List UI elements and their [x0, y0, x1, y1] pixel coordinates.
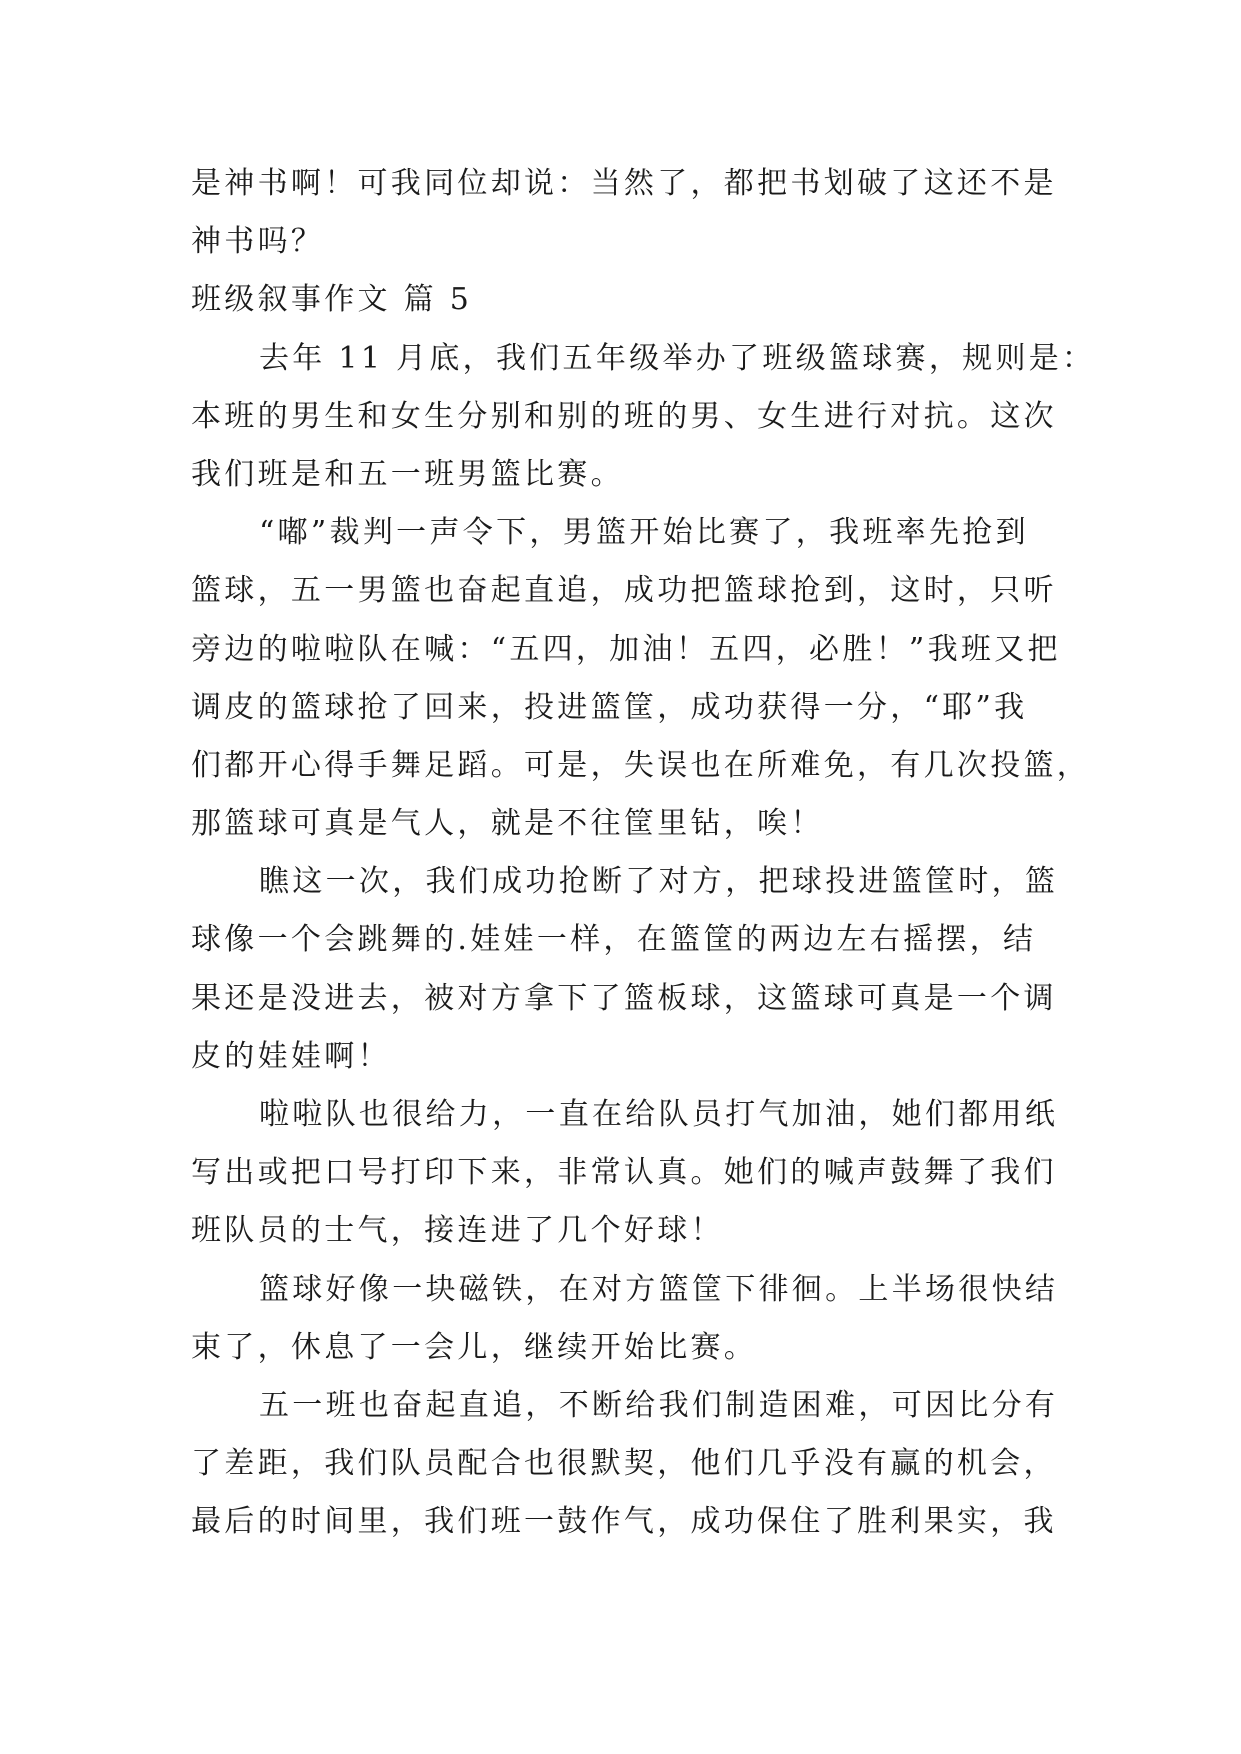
text-line: 最后的时间里，我们班一鼓作气，成功保住了胜利果实，我 — [191, 1504, 1057, 1540]
text-line: 班队员的士气，接连进了几个好球！ — [191, 1213, 724, 1249]
text-line: 本班的男生和女生分别和别的班的男、女生进行对抗。这次 — [191, 398, 1057, 434]
text-line: 神书吗？ — [191, 224, 325, 260]
paragraph-start-line: 五一班也奋起直追，不断给我们制造困难，可因比分有 — [259, 1387, 1059, 1423]
text-line: 调皮的篮球抢了回来，投进篮筐，成功获得一分，“耶”我 — [191, 689, 1028, 725]
paragraph-start-line: “嘟”裁判一声令下，男篮开始比赛了，我班率先抢到 — [259, 515, 1029, 551]
text-line: 那篮球可真是气人，就是不往筐里钻，唉！ — [191, 806, 824, 842]
paragraph-start-line: 篮球好像一块磁铁，在对方篮筐下徘徊。上半场很快结 — [259, 1271, 1059, 1307]
text-line: 球像一个会跳舞的.娃娃一样，在篮筐的两边左右摇摆，结 — [191, 922, 1037, 958]
text-line: 皮的娃娃啊！ — [191, 1038, 391, 1074]
article-body — [191, 155, 1096, 1552]
paragraph-start-line: 啦啦队也很给力，一直在给队员打气加油，她们都用纸 — [259, 1097, 1059, 1132]
text-line: 了差距，我们队员配合也很默契，他们几乎没有赢的机会， — [191, 1446, 1057, 1482]
text-line: 们都开心得手舞足蹈。可是，失误也在所难免，有几次投篮， — [191, 747, 1091, 783]
text-line: 果还是没进去，被对方拿下了篮板球，这篮球可真是一个调 — [191, 980, 1057, 1016]
text-line: 旁边的啦啦队在喊：“五四，加油！五四，必胜！”我班又把 — [191, 631, 1061, 667]
paragraph-start-line: 瞧这一次，我们成功抢断了对方，把球投进篮筐时，篮 — [259, 864, 1059, 900]
text-line: 写出或把口号打印下来，非常认真。她们的喊声鼓舞了我们 — [191, 1155, 1057, 1191]
text-line: 束了，休息了一会儿，继续开始比赛。 — [191, 1329, 758, 1365]
text-line: 篮球，五一男篮也奋起直追，成功把篮球抢到，这时，只听 — [191, 573, 1057, 609]
text-line: 我们班是和五一班男篮比赛。 — [191, 456, 624, 492]
text-line: 是神书啊！可我同位却说：当然了，都把书划破了这还不是 — [191, 166, 1057, 201]
section-heading: 班级叙事作文 篇 5 — [191, 282, 473, 318]
paragraph-start-line: 去年 11 月底，我们五年级举办了班级篮球赛，规则是： — [259, 340, 1096, 376]
